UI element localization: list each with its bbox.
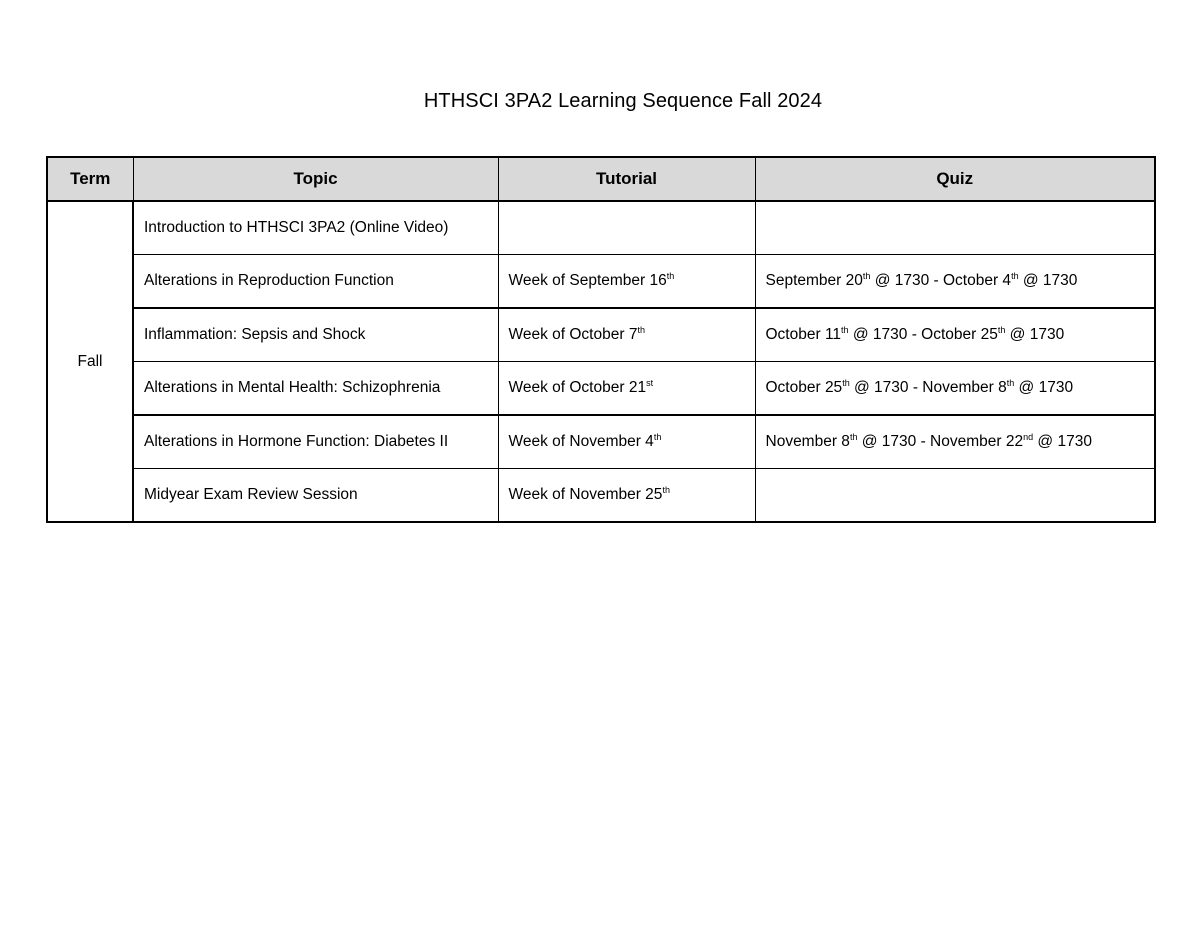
tutorial-text: Week of October 7 [508,326,638,343]
tutorial-text: Week of September 16 [508,272,667,289]
quiz-start: November 8 [765,433,850,450]
learning-sequence-table [46,156,1156,523]
quiz-start: October 11 [765,326,842,343]
quiz-start-suffix: th [849,432,858,442]
tutorial-suffix: th [637,325,645,335]
topic-cell: Alterations in Reproduction Function [133,255,498,309]
header-tutorial: Tutorial [498,157,755,201]
tutorial-suffix: th [666,271,675,281]
quiz-start-suffix: th [862,271,871,281]
table-row [47,415,1155,469]
quiz-end-suffix: th [1011,271,1019,281]
quiz-mid: @ 1730 - November 22 [857,433,1024,450]
quiz-cell [755,469,1155,523]
table-row [47,308,1155,362]
tutorial-text: Week of November 25 [508,486,663,503]
header-quiz: Quiz [755,157,1155,201]
tutorial-cell [498,201,755,255]
topic-cell: Inflammation: Sepsis and Shock [133,308,498,362]
quiz-cell [755,415,1155,469]
topic-cell: Midyear Exam Review Session [133,469,498,523]
quiz-end: @ 1730 [1014,379,1074,396]
tutorial-cell [498,415,755,469]
page-title: HTHSCI 3PA2 Learning Sequence Fall 2024 [423,90,823,112]
tutorial-text: Week of November 4 [508,433,654,450]
tutorial-suffix: th [662,485,670,495]
quiz-start-suffix: th [841,325,849,335]
quiz-end: @ 1730 [1033,433,1092,450]
term-cell: Fall [47,201,133,522]
topic-cell: Introduction to HTHSCI 3PA2 (Online Video) [133,201,498,255]
quiz-start: October 25 [765,379,843,396]
quiz-start-suffix: th [842,378,850,388]
topic-cell: Alterations in Mental Health: Schizophrenia [133,362,498,416]
quiz-end-suffix: nd [1023,432,1034,442]
quiz-cell [755,308,1155,362]
quiz-end-suffix: th [997,325,1006,335]
table-row [47,255,1155,309]
tutorial-suffix: th [653,432,662,442]
quiz-mid: @ 1730 - October 4 [870,272,1012,289]
quiz-cell [755,255,1155,309]
tutorial-cell [498,255,755,309]
header-topic: Topic [133,157,498,201]
quiz-mid: @ 1730 - November 8 [849,379,1007,396]
topic-cell: Alterations in Hormone Function: Diabetes II [133,415,498,469]
quiz-start: September 20 [765,272,863,289]
quiz-mid: @ 1730 - October 25 [848,326,998,343]
table-header-row [47,157,1155,201]
table-row [47,201,1155,255]
table-row [47,469,1155,523]
table-row [47,362,1155,416]
quiz-end: @ 1730 [1018,272,1078,289]
header-term: Term [47,157,133,201]
tutorial-text: Week of October 21 [508,379,647,396]
tutorial-suffix: st [646,378,654,388]
tutorial-cell [498,469,755,523]
tutorial-cell [498,362,755,416]
quiz-end-suffix: th [1006,378,1015,388]
quiz-cell [755,362,1155,416]
tutorial-cell [498,308,755,362]
quiz-end: @ 1730 [1005,326,1065,343]
quiz-cell [755,201,1155,255]
